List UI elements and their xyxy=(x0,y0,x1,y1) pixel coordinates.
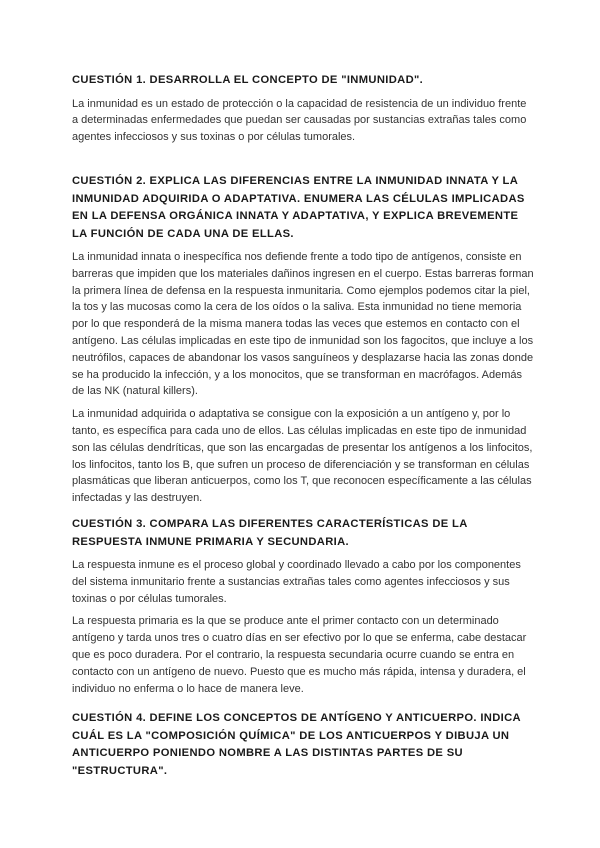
question-4-section xyxy=(72,710,534,786)
question-2-answer-innate: La inmunidad innata o inespecífica nos defiende frente a todo tipo de antígenos, consiste en barreras que impiden que los materiales dañinos ingresen en el cuerpo. Estas barreras forman la primera línea de defensa en la respuesta inmunitaria. Como ejemplos podemos citar la piel, la tos y las mucosas como la cera de los oídos o la saliva. Esta inmunidad no tiene memoria por lo que responderá de la misma manera todas las veces que estemos en contacto con el antígeno. Las células implicadas en este tipo de inmunidad son los fagocitos, que incluye a los neutrófilos, capaces de abandonar los vasos sanguíneos y desplazarse hacia las zonas donde se ha producido la infección, y a los monocitos, que se transforman en macrófagos. Además de las NK (natural killers). xyxy=(72,251,534,398)
question-2-section xyxy=(72,173,534,513)
question-1-answer: La inmunidad es un estado de protección o la capacidad de resistencia de un individuo frente a determinadas enfermedades que puedan ser causadas por sustancias extrañas tales como agentes infecciosos y sus toxinas o por células tumorales. xyxy=(72,97,527,144)
question-1-title: CUESTIÓN 1. DESARROLLA EL CONCEPTO DE "INMUNIDAD". xyxy=(72,74,424,86)
question-3-answer-intro: La respuesta inmune es el proceso global y coordinado llevado a cabo por los componentes del sistema inmunitario frente a sustancias extrañas tales como agentes infecciosos y sus toxinas o por células tumorales. xyxy=(72,559,521,605)
question-3-answer-comparison: La respuesta primaria es la que se produce ante el primer contacto con un determinado antígeno y tarda unos tres o cuatro días en ser efectivo por lo que se enferma, cabe destacar que es poco duradera. Por el contrario, la respuesta secundaria ocurre cuando se entra en contacto con un antígeno de nuevo. Puesto que es mucho más rápida, intensa y duradera, el individuo no enferma o lo hace de manera leve. xyxy=(72,615,527,695)
question-1-section xyxy=(72,72,532,152)
question-3-title: CUESTIÓN 3. COMPARA LAS DIFERENTES CARACTERÍSTICAS DE LA RESPUESTA INMUNE PRIMARIA Y SECUNDARIA. xyxy=(72,518,468,548)
question-2-answer-adaptive: La inmunidad adquirida o adaptativa se consigue con la exposición a un antígeno y, por lo tanto, es específica para cada uno de ellos. Las células implicadas en este tipo de inmunidad son las células dendríticas, que son las encargadas de presentar los antígenos a los linfocitos, los linfocitos, tanto los B, que sufren un proceso de diferenciación y se transforman en células plasmáticas que liberan anticuerpos, como los T, que reconocen específicamente a las células infectadas y las destruyen. xyxy=(72,408,533,505)
question-4-title: CUESTIÓN 4. DEFINE LOS CONCEPTOS DE ANTÍGENO Y ANTICUERPO. INDICA CUÁL ES LA "COMPOSICIÓN QUÍMICA" DE LOS ANTICUERPOS Y DIBUJA UN ANTICUERPO PONIENDO NOMBRE A LAS DISTINTAS PARTES DE SU "ESTRUCTURA". xyxy=(72,712,521,777)
question-3-section xyxy=(72,516,534,703)
question-2-title: CUESTIÓN 2. EXPLICA LAS DIFERENCIAS ENTRE LA INMUNIDAD INNATA Y LA INMUNIDAD ADQUIRIDA O ADAPTATIVA. ENUMERA LAS CÉLULAS IMPLICADAS EN LA DEFENSA ORGÁNICA INNATA Y ADAPTATIVA, Y EXPLICA BREVEMENTE LA FUNCIÓN DE CADA UNA DE ELLAS. xyxy=(72,175,525,240)
